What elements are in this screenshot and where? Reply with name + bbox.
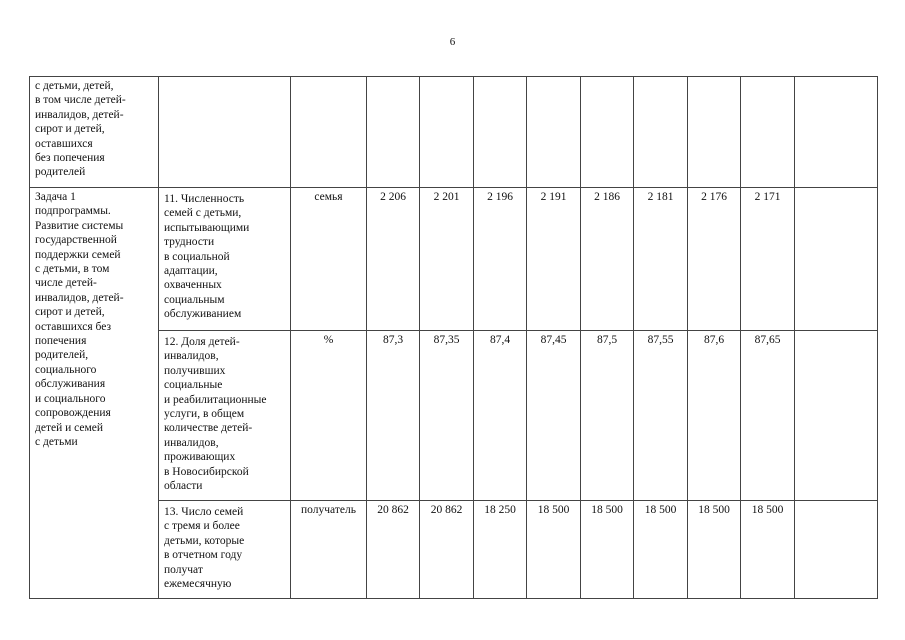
value-cell: 18 500 <box>688 501 741 599</box>
empty-cell <box>420 77 474 188</box>
value-cell: 18 500 <box>741 501 795 599</box>
empty-cell <box>159 77 291 188</box>
page-number: 6 <box>449 36 456 48</box>
value-cell: 2 201 <box>420 188 474 331</box>
empty-cell <box>474 77 527 188</box>
value-cell: 2 171 <box>741 188 795 331</box>
indicator-cell: 11. Численность семей с детьми, испытывающими трудности в социальной адаптации, охваченных социальным обслуживанием <box>159 188 291 331</box>
empty-cell <box>795 331 878 501</box>
value-cell: 2 206 <box>367 188 420 331</box>
value-cell: 87,55 <box>634 331 688 501</box>
value-cell: 18 500 <box>581 501 634 599</box>
indicator-cell: 13. Число семей с тремя и более детьми, которые в отчетном году получат ежемесячную <box>159 501 291 599</box>
table-row <box>30 188 878 331</box>
value-cell: 87,3 <box>367 331 420 501</box>
empty-cell <box>581 77 634 188</box>
empty-cell <box>688 77 741 188</box>
task-cell: Задача 1 подпрограммы. Развитие системы государственной поддержки семей с детьми, в том числе детей- инвалидов, детей- сирот и детей, оставшихся без попечения родителей, социального обслуживания и социального сопровождения детей и семей с детьми <box>30 188 159 599</box>
value-cell: 2 191 <box>527 188 581 331</box>
value-cell: 87,35 <box>420 331 474 501</box>
value-cell: 20 862 <box>420 501 474 599</box>
value-cell: 87,65 <box>741 331 795 501</box>
empty-cell <box>367 77 420 188</box>
empty-cell <box>795 501 878 599</box>
empty-cell <box>634 77 688 188</box>
value-cell: 2 181 <box>634 188 688 331</box>
unit-cell: семья <box>291 188 367 331</box>
unit-cell: получатель <box>291 501 367 599</box>
empty-cell <box>291 77 367 188</box>
value-cell: 87,4 <box>474 331 527 501</box>
empty-cell <box>741 77 795 188</box>
empty-cell <box>795 188 878 331</box>
value-cell: 87,6 <box>688 331 741 501</box>
empty-cell <box>527 77 581 188</box>
value-cell: 18 500 <box>634 501 688 599</box>
continuation-cell: с детьми, детей, в том числе детей- инвалидов, детей- сирот и детей, оставшихся без попечения родителей <box>30 77 159 188</box>
indicator-table <box>29 76 878 599</box>
value-cell: 2 186 <box>581 188 634 331</box>
empty-cell <box>795 77 878 188</box>
value-cell: 2 196 <box>474 188 527 331</box>
indicator-cell: 12. Доля детей- инвалидов, получивших социальные и реабилитационные услуги, в общем количестве детей- инвалидов, проживающих в Новосибирской области <box>159 331 291 501</box>
value-cell: 18 500 <box>527 501 581 599</box>
value-cell: 87,5 <box>581 331 634 501</box>
value-cell: 2 176 <box>688 188 741 331</box>
value-cell: 18 250 <box>474 501 527 599</box>
unit-cell: % <box>291 331 367 501</box>
table-row-continuation <box>30 77 878 188</box>
value-cell: 87,45 <box>527 331 581 501</box>
value-cell: 20 862 <box>367 501 420 599</box>
